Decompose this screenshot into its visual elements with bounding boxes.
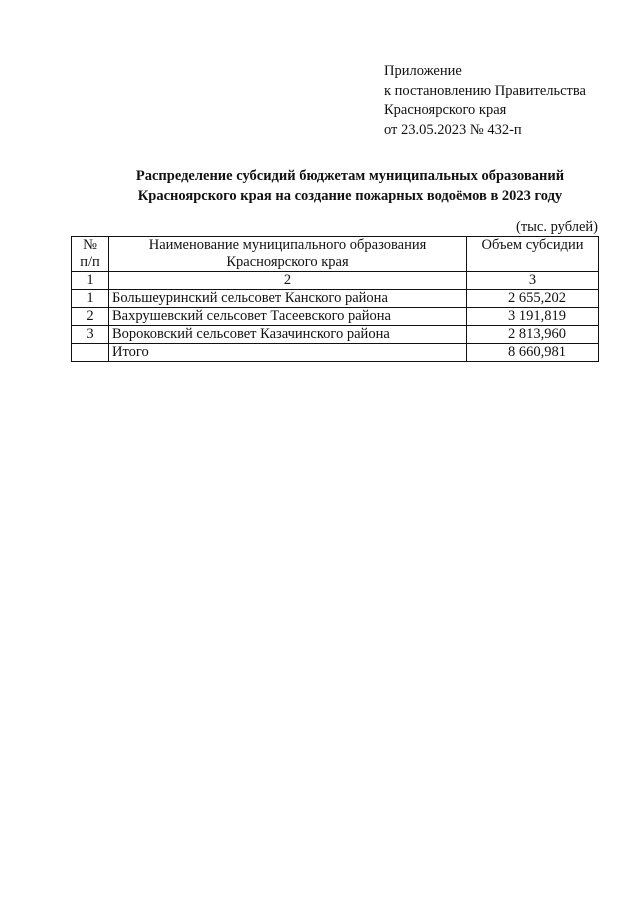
header-num-line-1: №	[83, 237, 97, 253]
row-name: Большеуринский сельсовет Канского района	[109, 290, 467, 308]
units-label: (тыс. рублей)	[516, 219, 598, 235]
header-num	[72, 237, 109, 272]
appendix-line: Приложение	[384, 63, 462, 79]
appendix-line: Красноярского края	[384, 102, 507, 118]
column-number: 2	[109, 272, 467, 290]
row-sum: 2 813,960	[467, 326, 599, 344]
header-name-line-1: Наименование муниципального образования	[148, 237, 427, 253]
subsidies-table	[71, 236, 599, 362]
row-num: 3	[72, 326, 109, 344]
document-title	[70, 167, 630, 206]
appendix-line: к постановлению Правительства	[384, 82, 586, 99]
header-name-line-2: Красноярского края	[226, 254, 349, 270]
table-header-row	[72, 237, 599, 272]
total-row	[72, 344, 599, 362]
total-num	[72, 344, 109, 362]
table-row	[72, 326, 599, 344]
header-name	[109, 237, 467, 272]
appendix-block	[384, 62, 586, 140]
document-title-line-1: Распределение субсидий бюджетам муниципальных образований	[135, 168, 565, 184]
header-sum-label: Объем субсидии	[481, 237, 584, 253]
total-label: Итого	[109, 344, 467, 362]
column-number: 1	[72, 272, 109, 290]
table-row	[72, 308, 599, 326]
header-num-line-2: п/п	[80, 254, 100, 270]
document-title-line-2: Красноярского края на создание пожарных водоёмов в 2023 году	[137, 187, 563, 204]
row-sum: 2 655,202	[467, 290, 599, 308]
row-name: Вахрушевский сельсовет Тасеевского района	[109, 308, 467, 326]
header-sum	[467, 237, 599, 272]
column-number: 3	[467, 272, 599, 290]
row-sum: 3 191,819	[467, 308, 599, 326]
column-number-row	[72, 272, 599, 290]
appendix-line: от 23.05.2023 № 432-п	[384, 121, 522, 138]
table-row	[72, 290, 599, 308]
total-sum: 8 660,981	[467, 344, 599, 362]
row-num: 2	[72, 308, 109, 326]
row-num: 1	[72, 290, 109, 308]
row-name: Вороковский сельсовет Казачинского района	[109, 326, 467, 344]
